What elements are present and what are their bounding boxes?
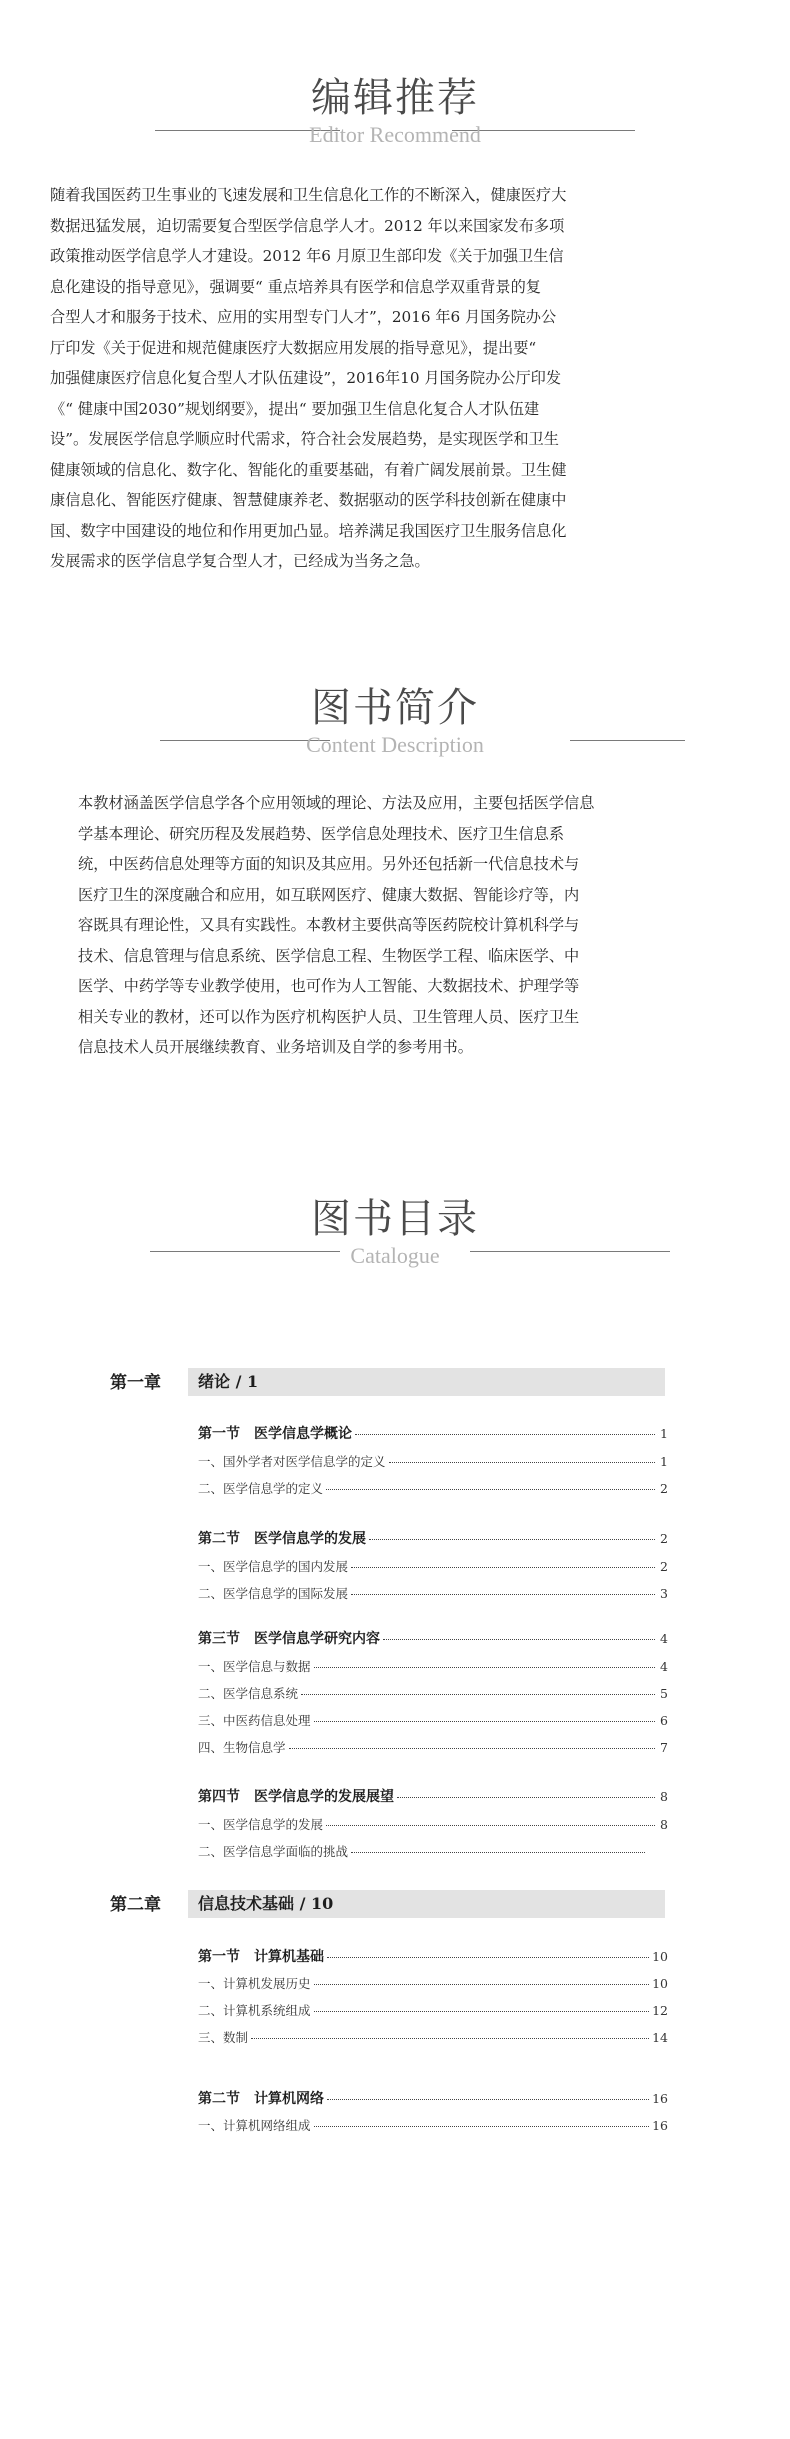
editor-recommend-header — [0, 72, 790, 162]
toc-item[interactable] — [198, 1739, 668, 1757]
dot-leader — [314, 1984, 650, 1985]
toc-section[interactable] — [198, 2090, 668, 2108]
toc-item-label: 三、中医药信息处理 — [198, 1713, 311, 1728]
page-number: 2 — [660, 1531, 668, 1546]
page-number: 14 — [652, 2030, 668, 2045]
dot-leader — [351, 1594, 655, 1595]
text-line: 发展需求的医学信息学复合型人才，已经成为当务之急。 — [50, 552, 430, 570]
content-description-subtitle: Content Description — [306, 732, 484, 757]
catalogue-subtitle: Catalogue — [350, 1243, 440, 1268]
dot-leader — [397, 1797, 655, 1798]
dot-leader — [326, 1825, 655, 1826]
toc-item-label: 二、医学信息系统 — [198, 1686, 299, 1701]
page-number: 10 — [652, 1976, 668, 1991]
toc-item-label: 二、计算机系统组成 — [198, 2003, 311, 2018]
toc-item[interactable] — [198, 1658, 668, 1676]
page-number: 6 — [660, 1713, 668, 1728]
content-description-header — [0, 682, 790, 772]
toc-item[interactable] — [198, 1480, 668, 1498]
page-number: 16 — [652, 2118, 668, 2133]
dot-leader — [327, 1957, 649, 1958]
toc-item[interactable] — [198, 2117, 668, 2135]
editor-recommend-title: 编辑推荐 — [311, 75, 479, 121]
chapter-number: 第一章 — [110, 1373, 161, 1393]
toc-item[interactable] — [198, 1585, 668, 1603]
text-line: 本教材涵盖医学信息学各个应用领域的理论、方法及应用，主要包括医学信息 — [78, 794, 595, 812]
text-line: 技术、信息管理与信息系统、医学信息工程、生物医学工程、临床医学、中 — [78, 946, 580, 965]
text-line: 医学、中药学等专业教学使用，也可作为人工智能、大数据技术、护理学等 — [78, 977, 580, 995]
editor-recommend-subtitle: Editor Recommend — [309, 122, 481, 147]
text-line: 容既具有理论性，又具有实践性。本教材主要供高等医药院校计算机科学与 — [78, 916, 580, 934]
text-line: 随着我国医药卫生事业的飞速发展和卫生信息化工作的不断深入，健康医疗大 — [50, 186, 567, 204]
text-line: 息化建设的指导意见》，强调要“ 重点培养具有医学和信息学双重背景的复 — [50, 277, 541, 296]
text-line: 相关专业的教材，还可以作为医疗机构医护人员、卫生管理人员、医疗卫生 — [78, 1007, 580, 1026]
dot-leader — [355, 1434, 655, 1435]
text-line: 设”。发展医学信息学顺应时代需求，符合社会发展趋势，是实现医学和卫生 — [50, 430, 559, 448]
dot-leader — [369, 1539, 655, 1540]
toc-item-label: 二、医学信息学的国际发展 — [198, 1586, 349, 1601]
toc-section[interactable] — [198, 1425, 668, 1443]
text-line: 加强健康医疗信息化复合型人才队伍建设”，2016年10 月国务院办公厅印发 — [50, 369, 562, 387]
content-description-title: 图书简介 — [311, 685, 479, 731]
dot-leader — [314, 1667, 655, 1668]
catalogue-header — [0, 1193, 790, 1283]
page-number: 8 — [660, 1789, 668, 1804]
toc-item[interactable] — [198, 2002, 668, 2020]
toc-item[interactable] — [198, 2029, 668, 2047]
toc-item-label: 三、数制 — [198, 2030, 249, 2045]
catalogue-title: 图书目录 — [311, 1196, 479, 1242]
dot-leader — [314, 2011, 650, 2012]
toc-item-label: 一、医学信息与数据 — [198, 1659, 311, 1674]
page-number: 10 — [652, 1949, 668, 1964]
page-number: 4 — [660, 1631, 668, 1646]
toc-item-label: 一、医学信息学的发展 — [198, 1817, 324, 1832]
dot-leader — [314, 2126, 650, 2127]
toc-item[interactable] — [198, 1558, 668, 1576]
toc-section[interactable] — [198, 1530, 668, 1548]
toc-section[interactable] — [198, 1630, 668, 1648]
toc-section-label: 第三节 医学信息学研究内容 — [198, 1631, 380, 1647]
page-number: 5 — [660, 1686, 668, 1701]
page-number: 1 — [660, 1454, 668, 1469]
toc-section-label: 第二节 计算机网络 — [198, 2091, 324, 2107]
page-number: 4 — [660, 1659, 668, 1674]
text-line: 康信息化、智能医疗健康、智慧健康养老、数据驱动的医学科技创新在健康中 — [50, 491, 567, 509]
content-description-text — [78, 788, 720, 1063]
text-line: 《“ 健康中国2030”规划纲要》，提出“ 要加强卫生信息化复合人才队伍建 — [50, 399, 540, 418]
page-number: 12 — [652, 2003, 668, 2018]
toc-item-label: 一、国外学者对医学信息学的定义 — [198, 1454, 386, 1469]
dot-leader — [389, 1462, 655, 1463]
toc-item[interactable] — [198, 1712, 668, 1730]
toc-section-label: 第四节 医学信息学的发展展望 — [198, 1789, 394, 1805]
dot-leader — [326, 1489, 655, 1490]
dot-leader — [383, 1639, 655, 1640]
dot-leader — [301, 1694, 655, 1695]
toc-item[interactable] — [198, 1685, 668, 1703]
toc-item[interactable] — [198, 1843, 658, 1861]
toc-item[interactable] — [198, 1453, 668, 1471]
text-line: 信息技术人员开展继续教育、业务培训及自学的参考用书。 — [78, 1038, 473, 1056]
toc-item[interactable] — [198, 1975, 668, 1993]
page-number: 3 — [660, 1586, 668, 1601]
toc-section[interactable] — [198, 1948, 668, 1966]
toc-section[interactable] — [198, 1788, 668, 1806]
toc-item-label: 一、医学信息学的国内发展 — [198, 1559, 349, 1574]
dot-leader — [327, 2099, 649, 2100]
chapter-title[interactable]: 信息技术基础 / 10 — [188, 1890, 665, 1918]
page-number: 2 — [660, 1481, 668, 1496]
chapter-title[interactable]: 绪论 / 1 — [188, 1368, 665, 1396]
page-number: 1 — [660, 1426, 668, 1441]
dot-leader — [251, 2038, 649, 2039]
toc-item-label: 一、计算机发展历史 — [198, 1976, 311, 1991]
toc-item-label: 四、生物信息学 — [198, 1740, 286, 1755]
dot-leader — [314, 1721, 655, 1722]
text-line: 国、数字中国建设的地位和作用更加凸显。培养满足我国医疗卫生服务信息化 — [50, 521, 567, 540]
text-line: 政策推动医学信息学人才建设。2012 年6 月原卫生部印发《关于加强卫生信 — [50, 247, 564, 265]
dot-leader — [351, 1567, 655, 1568]
text-line: 统，中医药信息处理等方面的知识及其应用。另外还包括新一代信息技术与 — [78, 855, 580, 873]
toc-section-label: 第一节 医学信息学概论 — [198, 1426, 352, 1442]
toc-item[interactable] — [198, 1816, 668, 1834]
text-line: 数据迅猛发展，迫切需要复合型医学信息学人才。2012 年以来国家发布多项 — [50, 216, 565, 235]
text-line: 厅印发《关于促进和规范健康医疗大数据应用发展的指导意见》，提出要“ — [50, 338, 537, 357]
text-line: 健康领域的信息化、数字化、智能化的重要基础，有着广阔发展前景。卫生健 — [50, 460, 567, 479]
toc-section-label: 第一节 计算机基础 — [198, 1949, 324, 1965]
text-line: 医疗卫生的深度融合和应用，如互联网医疗、健康大数据、智能诊疗等，内 — [78, 885, 580, 904]
dot-leader — [289, 1748, 655, 1749]
text-line: 合型人才和服务于技术、应用的实用型专门人才”，2016 年6 月国务院办公 — [50, 308, 557, 326]
chapter-number: 第二章 — [110, 1895, 161, 1915]
dot-leader — [351, 1852, 645, 1853]
page-number: 16 — [652, 2091, 668, 2106]
toc-section-label: 第二节 医学信息学的发展 — [198, 1531, 366, 1547]
toc-item-label: 二、医学信息学面临的挑战 — [198, 1844, 349, 1859]
page-number: 8 — [660, 1817, 668, 1832]
page-number: 2 — [660, 1559, 668, 1574]
page-number: 7 — [660, 1740, 668, 1755]
text-line: 学基本理论、研究历程及发展趋势、医学信息处理技术、医疗卫生信息系 — [78, 824, 564, 843]
toc-item-label: 二、医学信息学的定义 — [198, 1481, 324, 1496]
toc-item-label: 一、计算机网络组成 — [198, 2118, 311, 2133]
editor-recommend-text — [50, 180, 740, 577]
